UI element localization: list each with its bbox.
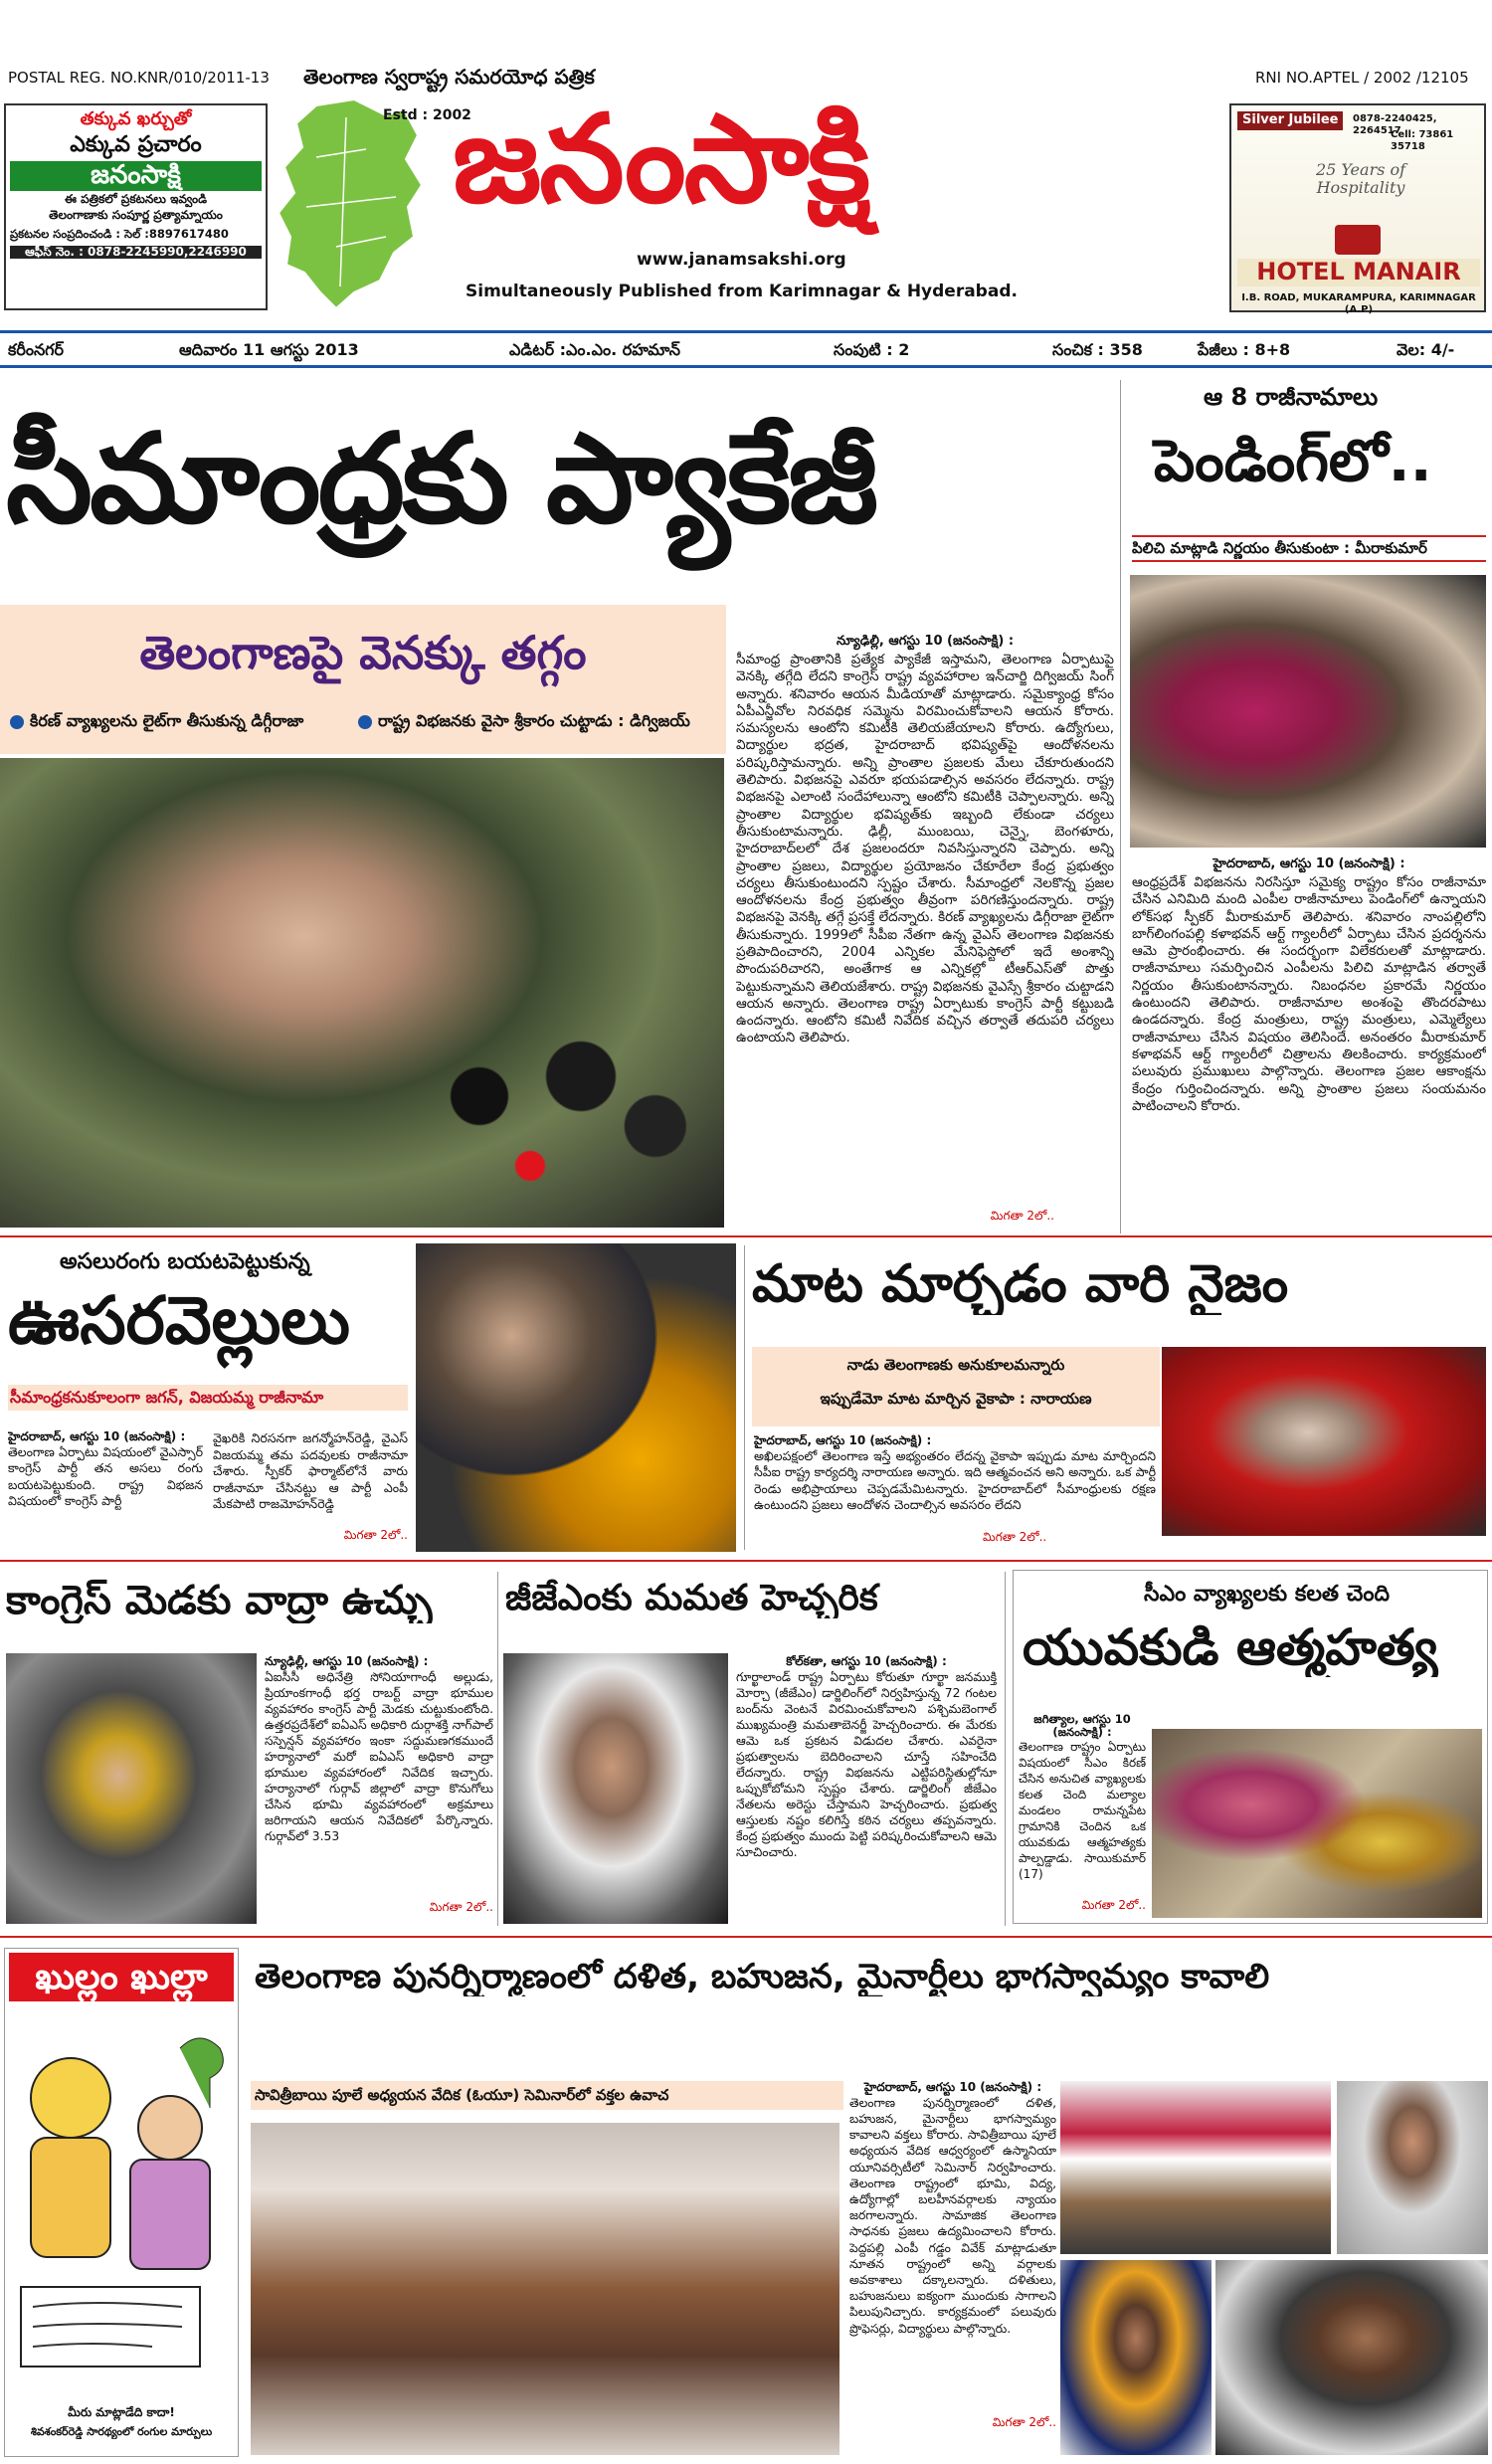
dalit-body: తెలంగాణ పునర్నిర్మాణంలో దళిత, బహుజన, మైనార్టీలు భాగస్వామ్యం కావాలని వక్తలు కోరారు. సావిత్రీబాయి పూలే అధ్యయన వేదిక ఆధ్వర్యంలో ఉస్మానియా యూనివర్సిటీలో సెమినార్ నిర్వహించారు. తెలంగాణ రాష్ట్రంలో భూమి, విద్య, ఉద్యోగాల్లో బలహీనవర్గాలకు న్యాయం జరగాలన్నారు. సామాజిక తెలంగాణ సాధనకు ప్రజలు ఉద్యమించాలని కోరారు. పెద్దపల్లి ఎంపీ గడ్డం వివేక్ మాట్లాడుతూ నూతన రాష్ట్రంలో అన్ని వర్గాలకు అవకాశాలు దక్కాలన్నారు. దళితులు, బహుజనులు ఐక్యంగా ముందుకు సాగాలని పిలుపునిచ్చారు. కార్యక్రమంలో పలువురు ప్రొఫెసర్లు, విద్యార్థులు పాల్గొన్నారు. [849,2095,1056,2336]
left-advertisement [4,103,268,310]
nature-dateline: హైదరాబాద్, ఆగస్టు 10 (జనంసాక్షి) : [754,1434,932,1447]
lead-dateline: న్యూఢిల్లీ, ఆగస్టు 10 (జనంసాక్షి) : [836,635,1015,649]
nature-sub-1: నాడు తెలంగాణకు అనుకూలమన్నారు [846,1356,1065,1374]
hotel-address: I.B. ROAD, MUKARAMPURA, KARIMNAGAR (A.P) [1241,292,1476,315]
microphone-cluster-icon [378,1017,716,1216]
estd: Estd : 2002 [383,107,471,123]
dateline-price: వెల: 4/- [1397,340,1455,359]
section-divider [0,1936,1492,1938]
rni-number: RNI NO.APTEL / 2002 /12105 [1255,69,1469,87]
turncoats-subhead: సీమాంధ్రకనుకూలంగా జగన్, విజయమ్మ రాజీనామా [8,1385,408,1411]
dateline-editor: ఎడిటర్ :ఎం.ఎం. రహమాన్ [509,340,680,359]
dalit-photo-speaker-1 [1337,2081,1488,2254]
turncoats-dateline: హైదరాబాద్, ఆగస్టు 10 (జనంసాక్షి) : [8,1430,186,1443]
dateline-bar [0,330,1492,368]
lead-subhead: తెలంగాణపై వెనక్కు తగ్గం [139,626,587,679]
dalit-photo-speaker-2 [1060,2260,1212,2455]
turncoats-article [8,1430,408,1552]
bullet-2-text: రాష్ట్ర విభజనకు వైసా శ్రీకారం చుట్టాడు : డిగ్విజయ్ [378,711,690,730]
dalit-headline: తెలంగాణ పునర్నిర్మాణంలో దళిత, బహుజన, మైనార్టీలు భాగస్వామ్యం కావాలి [255,1958,1270,1996]
mamata-headline: జీజేఎంకు మమత హెచ్చరిక [505,1578,878,1618]
turncoats-col2 [213,1430,408,1545]
cartoon-tree [180,2038,223,2108]
postal-reg: POSTAL REG. NO.KNR/010/2011-13 [8,69,270,87]
cartoon-title: ఖుల్లం ఖుల్లా [9,1953,234,2001]
left-ad-line4: తెలంగాణాకు సంపూర్ణ ప్రత్యామ్నాయం [49,207,223,222]
masthead [0,0,1492,328]
mamata-body: గూర్ఖాలాండ్ రాష్ట్ర ఏర్పాటు కోరుతూ గూర్ఖా జనముక్తి మోర్చా (జీజేఎం) డార్జిలింగ్‌లో నిర్వహిస్తున్న 72 గంటల బంద్‌ను వెంటనే విరమించుకోవాలని పశ్చిమబెంగాల్ ముఖ్యమంత్రి మమతాబెనర్జీ హెచ్చరించారు. ఈ మేరకు ఆమె ఒక ప్రకటన విడుదల చేశారు. ఎవరైనా ప్రభుత్వాలను బెదిరించాలని చూస్తే సహించేది లేదన్నారు. రాష్ట్ర విభజనను ఎట్టిపరిస్థితుల్లోనూ ఒప్పుకోబోమని స్పష్టం చేశారు. డార్జిలింగ్ జీజేఎం నేతలను అరెస్టు చేస్తామని హెచ్చరించారు. ప్రభుత్వ ఆస్తులకు నష్టం కలిగిస్తే కఠిన చర్యలు తప్పవన్నారు. కేంద్ర ప్రభుత్వం ముందు పెట్టి పరిష్కరించుకోవాలని ఆమె సూచించారు. [736,1669,997,1859]
suicide-body: తెలంగాణ రాష్ట్రం ఏర్పాటు విషయంలో సీఎం కిరణ్ చేసిన అనుచిత వ్యాఖ్యలకు కలత చెంది మల్యాల మండలం రామన్నపేట గ్రామానికి చెందిన ఒక యువకుడు ఆత్మహత్యకు పాల్పడ్డాడు. సాయికుమార్ (17) [1019,1740,1146,1882]
dalit-dateline: హైదరాబాద్, ఆగస్టు 10 (జనంసాక్షి) : [863,2081,1042,2094]
lead-article [736,635,1114,1230]
lead-body: సీమాంధ్ర ప్రాంతానికి ప్రత్యేక ప్యాకేజీ ఇస్తామని, తెలంగాణ ఏర్పాటుపై వెనక్కి తగ్గేది లేదని కాంగ్రెస్ రాష్ట్ర వ్యవహారాల ఇన్‌చార్జి దిగ్విజయ్ సింగ్ అన్నారు. శనివారం ఆయన మీడియాతో మాట్లాడారు. సమైక్యాంధ్ర కోసం ఏపీఎన్జీవోల నిరవధిక సమ్మెను విరమించుకోవాలని ఆయన కోరారు. సమస్యలను ఆంటోని కమిటీకి తెలియజేయాలని కోరారు. ఉద్యోగులు, విద్యార్థుల భద్రత, హైదరాబాద్ భవిష్యత్‌పై ఆందోళనలను పరిష్కరిస్తామన్నారు. అన్ని ప్రాంతాల ప్రజలకు మేలు చేకూరుతుందని తెలిపారు. విభజనపై ఎవరూ భయపడాల్సిన అవసరం లేదన్నారు. రాష్ట్ర విభజనపై ఎలాంటి సందేహాలున్నా ఆంటోని కమిటీకి చెప్పాలన్నారు. అన్ని ప్రాంతాల విద్యార్థుల భవిష్యత్‌కు ఇబ్బంది లేకుండా చర్యలు తీసుకుంటామన్నారు. ఢిల్లీ, ముంబయి, చెన్నై, బెంగళూరు, హైదరాబాద్‌లలో దేశ ప్రజలందరూ నివసిస్తున్నారని చెప్పారు. అన్ని ప్రాంతాల ప్రజలు, విద్యార్థుల ప్రయోజనం చేకూరేలా కేంద్ర ప్రభుత్వం చర్యలు తీసుకుంటుందని స్పష్టం చేశారు. సీమాంధ్రలో నెలకొన్న ప్రజల ఆందోళనలను కేంద్ర ప్రభుత్వం తీవ్రంగా పరిగణిస్తుందన్నారు. రాష్ట్ర విభజనపై వెనక్కి తగ్గే ప్రసక్తే లేదన్నారు. కిరణ్ వ్యాఖ్యలను డిగ్గీరాజా లైట్‌గా తీసుకున్నారు. 1999లో సీపీఐ నేతగా ఉన్న వైఎస్ తెలంగాణ విభజనకు ప్రతిపాదించారని, 2004 ఎన్నికల మేనిఫెస్టోలో ఇదే అంశాన్ని పొందుపరిచారని, అంతేగాక ఆ ఎన్నికల్లో టీఆర్ఎస్‌తో పొత్తు పెట్టుకున్నామని తెలియజేశారు. రాష్ట్ర విభజనకు వైఎస్సే శ్రీకారం చుట్టాడని ఆయన అన్నారు. తెలంగాణ రాష్ట్ర ఏర్పాటుకు కాంగ్రెస్ పార్టీ కట్టుబడి ఉందన్నారు. ఆంటోని కమిటీ నివేదిక వచ్చిన తర్వాతే తదుపరి చర్యలు ఉంటాయని తెలిపారు. [736,651,1114,1046]
turncoats-body-2: వైఖరికి నిరసనగా జగన్మోహన్‌రెడ్డి, వైఎస్ విజయమ్మ తమ పదవులకు రాజీనామా చేశారు. స్పీకర్ ఫార్మాట్‌లోనే వారు రాజీనామా చేసినట్టు ఆ పార్టీ ఎంపీ మేకపాటి రాజమోహన్‌రెడ్డి [213,1430,408,1511]
pending-kicker: ఆ 8 రాజీనామాలు [1204,383,1379,411]
mamata-photo [503,1653,728,1924]
nature-body: అఖిలపక్షంలో తెలంగాణ ఇస్తే అభ్యంతరం లేదన్న వైకాపా ఇప్పుడు మాట మార్చిందని సీపీఐ రాష్ట్ర కార్యదర్శి నారాయణ అన్నారు. ఇది ఆత్మవంచన అని అన్నారు. ఒక పార్టీ రెండు అభిప్రాయాలు చెప్పడమేమిటన్నారు. హైదరాబాద్‌లో సీమాంధ్రులకు రక్షణ ఉంటుందని ప్రజలు ఆందోళన చెందాల్సిన అవసరం లేదని [754,1447,1156,1513]
lead-headline: సీమాంధ్రకు ప్యాకేజీ [6,408,875,551]
pending-article [1132,857,1486,1228]
left-ad-contact: ప్రకటనల సంప్రదించండి : సెల్ :8897617480 [10,227,229,242]
dateline-date: ఆదివారం 11 ఆగస్టు 2013 [179,340,359,359]
right-advertisement [1229,103,1486,315]
turncoats-kicker: అసలురంగు బయటపెట్టుకున్న [60,1249,310,1274]
dalit-photo-speaker-3 [1215,2260,1488,2455]
lead-photo-digvijay [0,758,724,1228]
cartoon-face-right [138,2096,202,2160]
section-divider [0,1235,1492,1237]
left-ad-line3: ఈ పత్రికలో ప్రకటనలు ఇవ్వండి [65,191,207,206]
hotel-phone: 0878-2240425, 2264517 [1353,113,1437,136]
pending-subhead: పిలిచి మాట్లాడి నిర్ణయం తీసుకుంటా : మీరాకుమార్ [1132,535,1486,562]
telangana-map-icon [277,97,426,311]
bullet-dot-icon [10,715,24,729]
dalit-article [849,2081,1056,2455]
dalit-photo-seminar-hall [251,2123,839,2455]
column-divider [497,1572,498,1926]
bullet-dot-icon [358,715,372,729]
mamata-article [736,1655,997,1924]
pending-dateline: హైదరాబాద్, ఆగస్టు 10 (జనంసాక్షి) : [1212,857,1405,871]
suicide-dateline: జగిత్యాల, ఆగస్టు 10 (జనంసాక్షి) : [1033,1713,1131,1740]
lead-more: మిగతా 2లో.. [990,1208,1054,1223]
pending-photo-meira-kumar [1130,575,1486,848]
dateline-city: కరీంనగర్ [8,340,65,359]
vadra-article [265,1655,493,1924]
vadra-body: ఏఐసీసీ అధినేత్రి సోనియాగాంధీ అల్లుడు, ప్రియాంకగాంధీ భర్త రాబర్ట్ వాద్రా భూముల వ్యవహారం కాంగ్రెస్ పార్టీ మెడకు చుట్టుకుంటోంది. ఉత్తరప్రదేశ్‌లో ఐఏఎస్ అధికారి దుర్గాశక్తి నాగ్‌పాల్ సస్పెన్షన్ వ్యవహారం ఇంకా సద్దుమణగకముందే హర్యానాలో మరో ఐఏఎస్ అధికారి వాద్రా భూముల వ్యవహారంలో నివేదిక ఇచ్చారు. హర్యానాలో గుర్గావ్ జిల్లాలో వాద్రా కొనుగోలు చేసిన భూమి వ్యవహారంలో అక్రమాలు జరిగాయని ఆయన నివేదికలో పేర్కొన్నారు. గుర్గావ్‌లో 3.53 [265,1669,493,1843]
cartoon-body-right [130,2160,210,2269]
column-divider [744,1245,745,1550]
vadra-more: మిగతా 2లో.. [429,1899,493,1914]
lead-bullet-2 [358,712,690,730]
suicide-photo-mourners [1152,1729,1482,1918]
newspaper-title: జనంసాక్షి [453,89,869,230]
hotel-name: HOTEL MANAIR [1237,259,1480,286]
dateline-volume: సంపుటి : 2 [834,340,910,359]
cartoon-caption-2: శివశంకర్‌రెడ్డి సారథ్యంలో రంగుల మార్పులు [30,2426,213,2438]
left-ad-line2: ఎక్కువ ప్రచారం [70,131,202,157]
left-ad-brand: జనంసాక్షి [10,161,262,191]
dalit-photo-stage [1060,2081,1331,2254]
cartoon-face-left [31,2058,110,2138]
left-ad-line1: తక్కువ ఖర్చుతో [80,108,192,129]
pending-body: ఆంధ్రప్రదేశ్ విభజనను నిరసిస్తూ సమైక్య రాష్ట్రం కోసం రాజీనామా చేసిన ఎనిమిది మంది ఎంపీల రాజీనామాలు పెండింగ్‌లో ఉన్నాయని లోక్‌సభ స్పీకర్ మీరాకుమార్ తెలిపారు. శనివారం నాంపల్లిలోని బాగ్‌లింగంపల్లి కళాభవన్ ఆర్ట్ గ్యాలరీలో ఏర్పాటు చేసిన ప్రదర్శనను ఆమె ప్రారంభించారు. ఈ సందర్భంగా విలేకరులతో మాట్లాడారు. రాజీనామాలు సమర్పించిన ఎంపీలను పిలిచి మాట్లాడిన తర్వాతే నిర్ణయం తీసుకుంటానన్నారు. నిబంధనల ప్రకారమే నిర్ణయం ఉంటుందని తెలిపారు. రాజీనామాల అంశంపై తొందరపాటు ఉండదన్నారు. కేంద్ర మంత్రులు, రాష్ట్ర మంత్రులు, ఎమ్మెల్యేలు రాజీనామాలు చేసిన విషయం తెలిసిందే. అనంతరం మీరాకుమార్ కళాభవన్ ఆర్ట్ గ్యాలరీలో చిత్రాలను తిలకించారు. కార్యక్రమంలో పలువురు ప్రముఖులు పాల్గొన్నారు. తెలంగాణ ప్రజల ఆకాంక్షను కేంద్రం గుర్తించిందన్నారు. అన్ని ప్రాంతాల ప్రజలు సంయమనం పాటించాలని కోరారు. [1132,873,1486,1114]
suicide-article [1019,1713,1146,1920]
vadra-photo [6,1653,257,1924]
turncoats-more: మిగతా 2లో.. [343,1528,408,1542]
turncoats-photo-jagan-vijayamma [416,1243,736,1552]
lead-bullet-1 [10,712,303,730]
nature-sub-2: ఇప్పుడేమో మాట మార్చిన వైకాపా : నారాయణ [820,1390,1092,1408]
suicide-more: మిగతా 2లో.. [1081,1898,1146,1913]
cartoon-body-left [31,2138,110,2257]
hotel-logo-icon [1335,225,1381,255]
cartoon-drawing [11,2018,232,2396]
silver-jubilee-badge: Silver Jubilee [1237,111,1343,130]
nature-photo-narayana [1162,1347,1486,1536]
dateline-pages: పేజీలు : 8+8 [1198,340,1291,359]
column-divider [1005,1572,1006,1926]
turncoats-col1 [8,1430,203,1542]
suicide-kicker: సీఎం వ్యాఖ్యలకు కలత చెంది [1144,1582,1391,1607]
mamata-dateline: కోల్‌కతా, ఆగస్టు 10 (జనంసాక్షి) : [786,1655,947,1668]
pending-headline: పెండింగ్‌లో.. [1154,427,1432,494]
nature-article [754,1434,1156,1550]
lead-subhead-box [0,605,726,754]
turncoats-body-1: తెలంగాణ ఏర్పాటు విషయంలో వైఎస్సార్ కాంగ్రెస్ పార్టీ తన అసలు రంగు బయటపెట్టుకుంది. రాష్ట్ర విభజన విషయంలో కాంగ్రెస్ పార్టీ [8,1443,203,1509]
suicide-headline: యువకుడి ఆత్మహత్య [1023,1619,1438,1676]
vadra-dateline: న్యూఢిల్లీ, ఆగస్టు 10 (జనంసాక్షి) : [265,1655,429,1668]
tagline: తెలంగాణ స్వరాష్ట్ర సమరయోధ పత్రిక [303,65,595,89]
section-divider [0,1560,1492,1562]
hotel-years: 25 Years of Hospitality [1315,160,1406,198]
published-from: Simultaneously Published from Karimnagar & Hyderabad. [466,282,1018,301]
column-divider [1120,380,1121,1233]
bullet-1-text: కిరణ్ వ్యాఖ్యలను లైట్‌గా తీసుకున్న డిగ్గీరాజా [30,711,304,730]
hotel-cell: Cell: 73861 35718 [1391,129,1454,152]
left-ad-office: ఆఫీస్ నెం. : 0878-2245990,2246990 [10,246,262,260]
nature-more: మిగతా 2లో.. [983,1529,1047,1544]
dalit-more: మిగతా 2లో.. [992,2414,1056,2429]
dalit-subhead: సావిత్రీబాయి పూలే అధ్యయన వేదిక (ఓయూ) సెమినార్‌లో వక్తల ఉవాచ [251,2081,843,2110]
nature-subhead-box [752,1347,1160,1426]
cartoon-box [4,1948,239,2457]
website: www.janamsakshi.org [637,250,846,270]
dateline-issue: సంచిక : 358 [1052,340,1143,359]
cartoon-caption-1: మీరు మాట్లాడేది కాదా! [68,2405,175,2419]
vadra-headline: కాంగ్రెస్ మెడకు వాద్రా ఉచ్చు [6,1578,433,1623]
turncoats-headline: ఊసరవెల్లులు [8,1282,350,1359]
nature-headline: మాట మార్చడం వారి నైజం [752,1255,1289,1314]
